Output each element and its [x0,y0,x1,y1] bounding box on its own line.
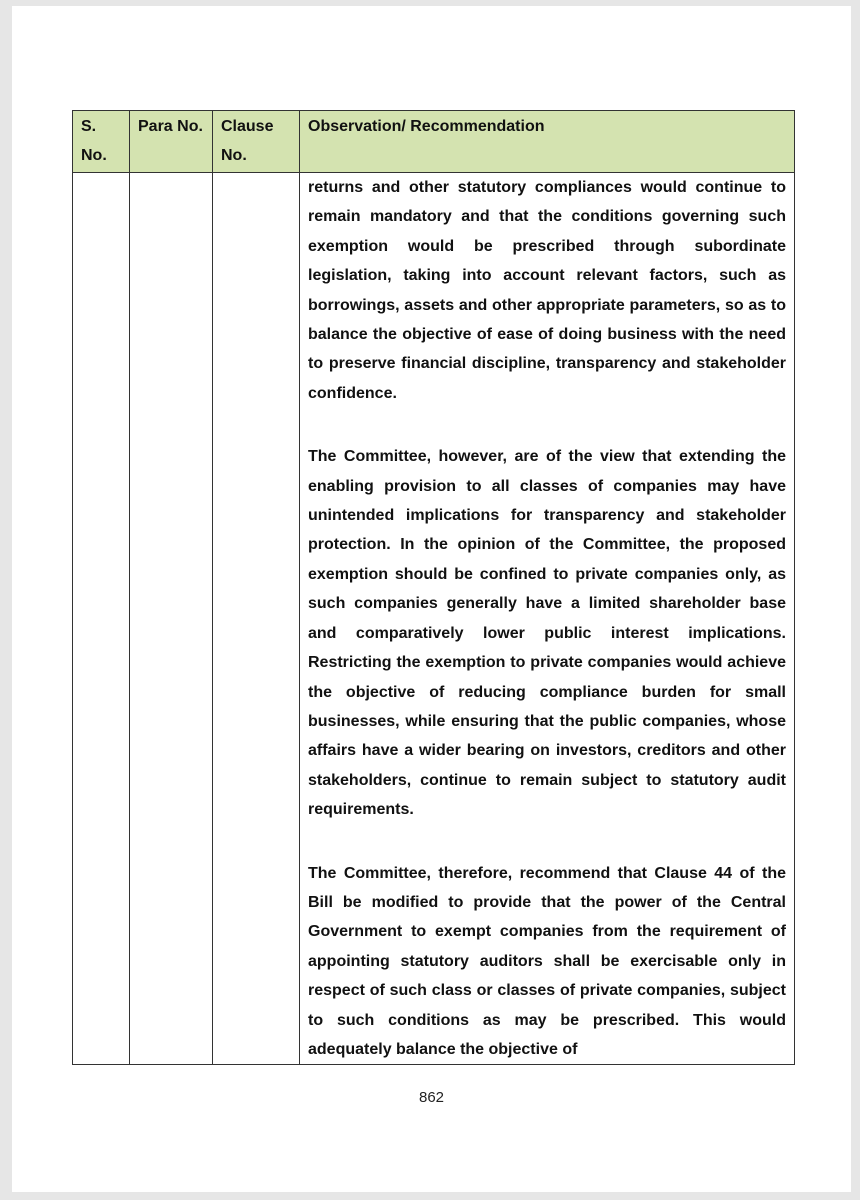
observation-paragraph: The Committee, however, are of the view that extending the enabling provision to all classes of companies may have unintended implications for transparency and stakeholder protection. In the opinion of the Committee, the proposed exemption should be confined to private companies only, as such companies generally have a limited shareholder base and comparatively lower public interest implications. Restricting the exemption to private companies would achieve the objective of reducing compliance burden for small businesses, while ensuring that the public companies, whose affairs have a wider bearing on investors, creditors and other stakeholders, continue to remain subject to statutory audit requirements. [308,448,786,819]
observation-paragraph: The Committee, therefore, recommend that Clause 44 of the Bill be modified to provide that the power of the Central Government to exempt companies from the requirement of appointing statutory auditors shall be exercisable only in respect of such class or classes of private companies, subject to such conditions as may be prescribed. This would adequately balance the objective of [308,864,786,1058]
header-observation: Observation/ Recommendation [300,111,795,173]
header-para-no: Para No. [130,111,213,173]
page-number: 862 [418,1089,445,1106]
table-header-row [73,111,795,173]
cell-s-no [73,173,130,1065]
header-s-no: S. No. [73,111,130,173]
observation-paragraph: returns and other statutory compliances would continue to remain mandatory and that the conditions governing such exemption would be prescribed through subordinate legislation, taking into account relevant factors, such as borrowings, assets and other appropriate parameters, so as to balance the objective of ease of doing business with the need to preserve financial discipline, transparency and stakeholder confidence. [308,179,786,402]
cell-observation [300,173,795,1065]
table-row [73,173,795,1065]
cell-clause-no [213,173,300,1065]
document-page [12,6,851,1192]
observation-table [72,110,795,1065]
cell-para-no [130,173,213,1065]
header-clause-no: Clause No. [213,111,300,173]
